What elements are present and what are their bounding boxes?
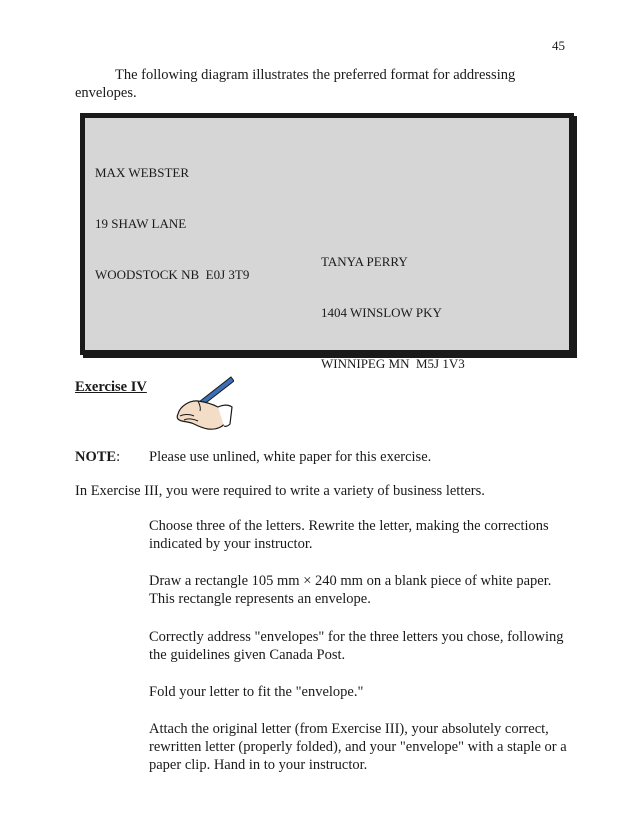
- instruction-item: Fold your letter to fit the "envelope.": [149, 684, 364, 700]
- intro-paragraph: The following diagram illustrates the preferred format for addressing envelopes.: [75, 67, 516, 101]
- instruction-item: Attach the original letter (from Exercise III), your absolutely correct, rewritten letter (properly folded), and your "envelope" with a staple or a paper clip. Hand in to your instructor.: [149, 721, 567, 773]
- envelope-diagram: [80, 113, 574, 371]
- exercise-heading: Exercise IV: [75, 379, 147, 395]
- note-label: [75, 448, 120, 466]
- note-label-text: NOTE: [75, 449, 117, 465]
- sender-address: [95, 130, 249, 317]
- instruction-item: Correctly address "envelopes" for the three letters you chose, following the guidelines given Canada Post.: [149, 629, 564, 663]
- instruction-item: Choose three of the letters. Rewrite the letter, making the corrections indicated by your instructor.: [149, 518, 549, 552]
- note-colon: :: [116, 449, 121, 465]
- sender-city: WOODSTOCK NB E0J 3T9: [95, 267, 250, 282]
- recipient-name: TANYA PERRY: [321, 254, 408, 269]
- recipient-address: [321, 219, 465, 406]
- recipient-city: WINNIPEG MN M5J 1V3: [321, 356, 465, 371]
- sender-name: MAX WEBSTER: [95, 165, 190, 180]
- instruction-item: Draw a rectangle 105 mm × 240 mm on a blank piece of white paper. This rectangle represents an envelope.: [149, 573, 552, 607]
- page-number: 45: [552, 38, 565, 53]
- sender-street: 19 SHAW LANE: [95, 216, 187, 231]
- lead-sentence: In Exercise III, you were required to write a variety of business letters.: [75, 483, 485, 499]
- hand-writing-with-pen-icon: [168, 374, 234, 434]
- recipient-street: 1404 WINSLOW PKY: [321, 305, 442, 320]
- note-text: Please use unlined, white paper for this exercise.: [149, 449, 432, 465]
